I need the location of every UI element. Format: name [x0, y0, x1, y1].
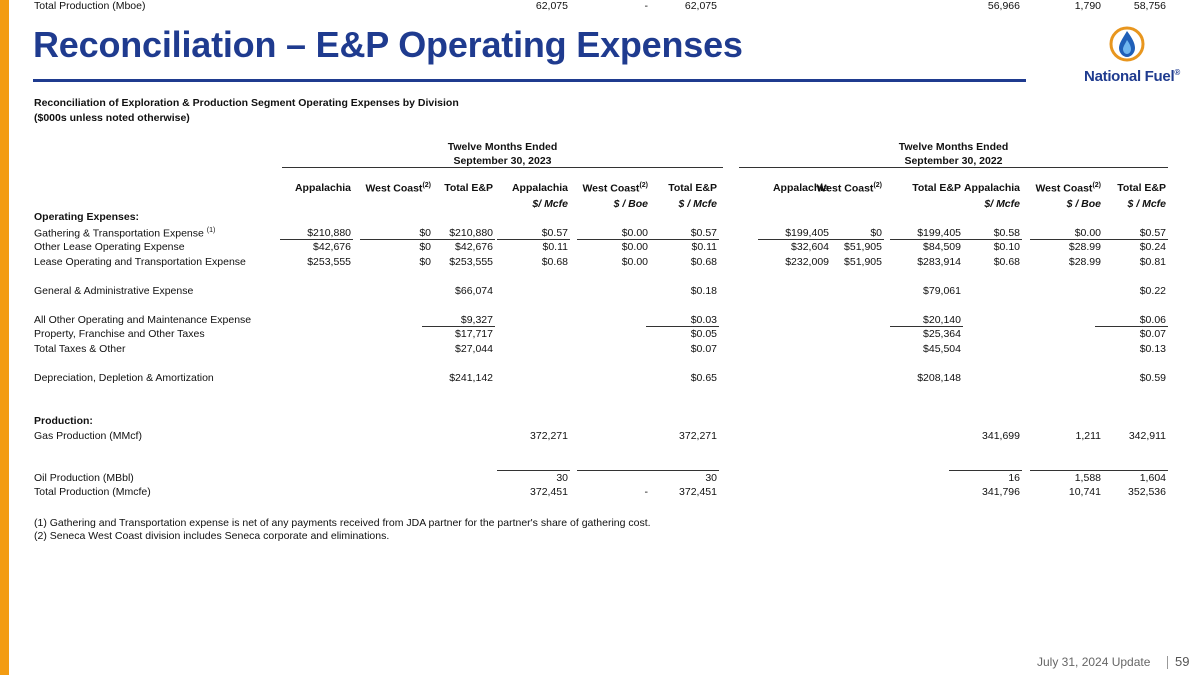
table-cell: $0.00 [621, 241, 648, 253]
row-label-text: Other Lease Operating Expense [34, 241, 185, 253]
table-cell: $42,676 [455, 241, 493, 253]
cell-underline [1095, 470, 1168, 471]
table-cell: $42,676 [313, 241, 351, 253]
table-cell: 30 [556, 472, 568, 484]
logo-registered-mark: ® [1174, 68, 1180, 77]
table-cell: 16 [1008, 472, 1020, 484]
table-cell: 372,271 [679, 430, 717, 442]
table-cell: $0.65 [690, 372, 717, 384]
table-cell: $0.24 [1139, 241, 1166, 253]
cell-underline [646, 239, 719, 240]
footnote-1: (1) Gathering and Transportation expense is net of any payments received from JDA partner for the partner's share of gathering cost. [34, 517, 651, 529]
column-header-label: Total E&P [1117, 182, 1166, 194]
table-cell: $0.00 [1074, 227, 1101, 239]
period-header-line1: Twelve Months Ended [898, 141, 1009, 153]
column-header-label: West Coast [365, 182, 423, 195]
row-label-text: Depreciation, Depletion & Amortization [34, 372, 214, 384]
column-header-footnote-ref: (2) [873, 182, 882, 189]
row-label [34, 227, 215, 240]
table-cell: $0.81 [1139, 256, 1166, 268]
table-cell: - [644, 0, 648, 12]
logo-wordmark [1074, 68, 1190, 85]
column-header-footnote-ref: (2) [422, 182, 431, 189]
column-header-label: Total E&P [912, 182, 961, 194]
column-header-footnote-ref: (2) [639, 182, 648, 189]
column-header-label: Appalachia [294, 182, 351, 194]
column-unit: $ / Boe [613, 198, 648, 210]
table-cell: $28.99 [1068, 256, 1101, 268]
cell-underline [646, 470, 719, 471]
column-header-label: West Coast [582, 182, 640, 195]
table-cell: 341,699 [982, 430, 1020, 442]
table-cell: 372,451 [679, 486, 717, 498]
row-label-text: General & Administrative Expense [34, 285, 194, 297]
table-cell: $32,604 [791, 241, 829, 253]
row-label-text: Lease Operating and Transportation Expense [34, 256, 246, 268]
table-cell: 1,604 [1139, 472, 1166, 484]
table-cell: $210,880 [307, 227, 351, 239]
table-cell: 10,741 [1068, 486, 1101, 498]
row-label-text: Property, Franchise and Other Taxes [34, 328, 205, 340]
table-cell: 30 [705, 472, 717, 484]
footer-date: July 31, 2024 Update [1037, 655, 1151, 669]
row-label-text: Operating Expenses: [34, 211, 140, 223]
table-cell: 62,075 [684, 0, 717, 12]
table-cell: $0 [419, 227, 431, 239]
footnote-2: (2) Seneca West Coast division includes Seneca corporate and eliminations. [34, 530, 390, 542]
table-cell: 1,790 [1074, 0, 1101, 12]
column-header [622, 182, 717, 194]
column-header-label: Total E&P [668, 182, 717, 194]
table-cell: $28.99 [1068, 241, 1101, 253]
table-cell: $45,504 [923, 343, 961, 355]
cell-underline [577, 470, 650, 471]
column-header-label: Appalachia [511, 182, 568, 194]
table-cell: 58,756 [1133, 0, 1166, 12]
row-label [34, 0, 145, 12]
table-cell: $0.00 [621, 256, 648, 268]
column-header-footnote-ref: (2) [1092, 182, 1101, 189]
table-cell: $0.10 [993, 241, 1020, 253]
row-label-text: All Other Operating and Maintenance Expense [34, 314, 252, 326]
row-label-text: Oil Production (MBbl) [34, 472, 134, 484]
row-label-text: Total Production (Mboe) [34, 0, 146, 12]
page-title: Reconciliation – E&P Operating Expenses [33, 24, 743, 65]
table-cell: $0.68 [690, 256, 717, 268]
row-label [34, 343, 125, 355]
table-cell: $0.07 [1139, 328, 1166, 340]
cell-underline [1030, 470, 1103, 471]
row-label-text: Gas Production (MMcf) [34, 430, 142, 442]
column-unit: $/ Mcfe [984, 198, 1020, 210]
column-header [1071, 182, 1166, 194]
row-label [34, 241, 185, 253]
table-cell: 352,536 [1128, 486, 1166, 498]
table-cell: 62,075 [535, 0, 568, 12]
row-label [34, 430, 142, 442]
cell-underline [949, 470, 1022, 471]
column-unit: $ / Boe [1066, 198, 1101, 210]
page-number: 59 [1175, 654, 1190, 669]
table-cell: $0 [419, 241, 431, 253]
row-label [34, 415, 93, 427]
period-header-line2: September 30, 2022 [904, 155, 1003, 167]
table-cell: $66,074 [455, 285, 493, 297]
table-cell: $210,880 [449, 227, 493, 239]
column-header-label: West Coast [1035, 182, 1093, 195]
table-cell: $253,555 [449, 256, 493, 268]
footer-divider [1167, 656, 1168, 669]
table-cell: $0.18 [690, 285, 717, 297]
table-subtitle: Reconciliation of Exploration & Production Segment Operating Expenses by Division [34, 97, 459, 109]
row-label [34, 314, 251, 326]
period-header-rule [739, 167, 1168, 168]
table-cell: $241,142 [449, 372, 493, 384]
left-accent-bar [0, 0, 9, 675]
table-cell: $0.58 [993, 227, 1020, 239]
table-cell: $0.68 [541, 256, 568, 268]
table-cell: $0.11 [691, 241, 717, 253]
table-cell: $199,405 [785, 227, 829, 239]
table-cell: $208,148 [917, 372, 961, 384]
table-cell: $0.68 [993, 256, 1020, 268]
table-cell: $283,914 [917, 256, 961, 268]
table-cell: 1,588 [1074, 472, 1101, 484]
row-label [34, 472, 134, 484]
row-label-footnote-ref: (1) [206, 227, 216, 234]
cell-underline [1030, 239, 1103, 240]
cell-underline [646, 326, 719, 327]
table-cell: $0.22 [1139, 285, 1166, 297]
table-cell: $0.57 [690, 227, 717, 239]
column-header-label: West Coast [816, 182, 874, 195]
cell-underline [422, 326, 495, 327]
table-cell: $0.07 [690, 343, 717, 355]
flame-icon [1109, 26, 1155, 66]
period-header-rule [282, 167, 723, 168]
cell-underline [1095, 326, 1168, 327]
table-cell: $79,061 [923, 285, 961, 297]
period-header-line1: Twelve Months Ended [447, 141, 558, 153]
table-cell: - [644, 486, 648, 498]
row-label-text: Total Production (Mmcfe) [34, 486, 151, 498]
cell-underline [811, 239, 884, 240]
table-cell: $0.06 [1139, 314, 1166, 326]
cell-underline [1095, 239, 1168, 240]
table-cell: 372,451 [530, 486, 568, 498]
row-label [34, 211, 139, 223]
column-header-label: Total E&P [444, 182, 493, 194]
national-fuel-logo [1074, 26, 1190, 88]
row-label [34, 372, 214, 384]
period-header-line2: September 30, 2023 [453, 155, 552, 167]
table-cell: $199,405 [917, 227, 961, 239]
table-cell: $0.11 [542, 241, 568, 253]
row-label-text: Total Taxes & Other [34, 343, 126, 355]
column-unit: $ / Mcfe [1127, 198, 1166, 210]
row-label [34, 256, 246, 268]
row-label [34, 285, 193, 297]
title-underline [33, 79, 1026, 82]
row-label [34, 328, 205, 340]
row-label [34, 486, 151, 498]
table-cell: $27,044 [455, 343, 493, 355]
table-cell: $0 [419, 256, 431, 268]
column-unit: $/ Mcfe [532, 198, 568, 210]
table-cell: $0.03 [690, 314, 717, 326]
table-cell: 1,211 [1075, 430, 1101, 442]
cell-underline [890, 326, 963, 327]
table-cell: $17,717 [455, 328, 493, 340]
table-cell: $0.13 [1139, 343, 1166, 355]
table-cell: $84,509 [923, 241, 961, 253]
period-header [739, 140, 1168, 168]
table-cell: $0.05 [690, 328, 717, 340]
table-cell: 341,796 [982, 486, 1020, 498]
table-cell: $0.59 [1139, 372, 1166, 384]
table-cell: 342,911 [1128, 430, 1166, 442]
table-cell: $0.57 [541, 227, 568, 239]
row-label-text: Production: [34, 415, 93, 427]
table-cell: $0 [870, 227, 882, 239]
table-units-note: ($000s unless noted otherwise) [34, 112, 190, 124]
table-cell: 372,271 [530, 430, 568, 442]
cell-underline [280, 239, 353, 240]
row-label-text: Gathering & Transportation Expense [34, 227, 207, 240]
logo-name: National Fuel [1084, 68, 1175, 85]
column-header-label: Appalachia [772, 182, 829, 194]
column-unit: $ / Mcfe [678, 198, 717, 210]
cell-underline [497, 470, 570, 471]
table-cell: $232,009 [785, 256, 829, 268]
table-cell: $25,364 [923, 328, 961, 340]
table-cell: $51,905 [844, 256, 882, 268]
cell-underline [422, 239, 495, 240]
period-header [282, 140, 723, 168]
cell-underline [577, 239, 650, 240]
cell-underline [949, 239, 1022, 240]
table-cell: $51,905 [844, 241, 882, 253]
cell-underline [497, 239, 570, 240]
column-header-label: Appalachia [963, 182, 1020, 194]
table-cell: $0.00 [621, 227, 648, 239]
table-cell: 56,966 [987, 0, 1020, 12]
table-cell: $0.57 [1139, 227, 1166, 239]
table-cell: $9,327 [460, 314, 493, 326]
table-cell: $253,555 [307, 256, 351, 268]
table-cell: $20,140 [923, 314, 961, 326]
